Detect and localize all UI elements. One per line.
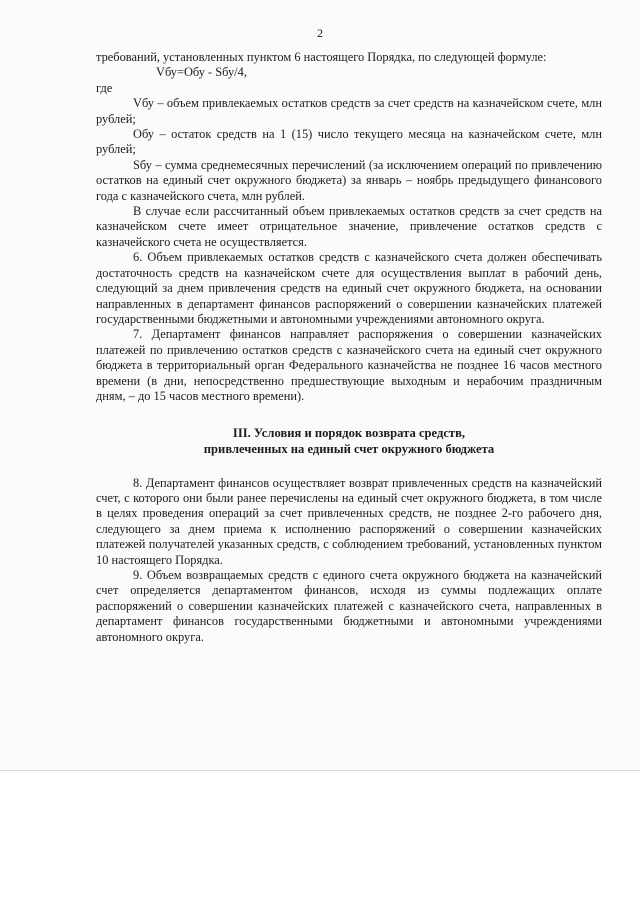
paragraph-negative-case: В случае если рассчитанный объем привлекаемых остатков средств за счет средств на казначейском счете имеет отрицательное значение, привлечение остатков средств с казначейского счета не осуществляется. (96, 204, 602, 249)
paragraph-item-7: 7. Департамент финансов направляет распоряжения о совершении казначейских платежей по привлечению остатков средств с казначейского счета на единый счет окружного бюджета в территориальный орган Федерального казначейства не позднее 16 часов местного времени (в дни, непосредственно предшествующие выходным и нерабочим праздничным дням, – до 15 часов местного времени). (96, 327, 602, 403)
document-body (96, 50, 602, 645)
definition-o: Oбу – остаток средств на 1 (15) число текущего месяца на казначейском счете, млн рублей; (96, 127, 602, 157)
paragraph-intro: требований, установленных пунктом 6 настоящего Порядка, по следующей формуле: (96, 50, 547, 64)
section-heading (96, 426, 602, 457)
section-heading-line-2: привлеченных на единый счет окружного бюджета (203, 441, 495, 456)
paragraph-item-6: 6. Объем привлекаемых остатков средств с казначейского счета должен обеспечивать достаточность средств на казначейском счете для осуществления выплат в рабочий день, следующий за днем привлечения средств на единый счет окружного бюджета, на основании направленных в департамент финансов распоряжений о совершении казначейских платежей государственными бюджетными и автономными учреждениями автономного округа. (96, 250, 602, 326)
page-number: 2 (317, 26, 323, 40)
where-label: где (96, 80, 113, 95)
section-heading-line-1: III. Условия и порядок возврата средств, (232, 426, 466, 441)
paragraph-item-8: 8. Департамент финансов осуществляет возврат привлеченных средств на казначейский счет, с которого они были ранее перечислены на единый счет окружного бюджета, в том числе в целях проведения операций за счет привлеченных средств, не позднее 2-го рабочего дня, следующего за днем приема к исполнению распоряжений о совершении казначейских платежей получателей указанных средств, с соблюдением требований, установленных пунктом 10 настоящего Порядка. (96, 475, 602, 567)
formula: Vбу=Oбу - Sбу/4, (156, 65, 247, 80)
paragraph-item-9: 9. Объем возвращаемых средств с единого счета окружного бюджета на казначейский счет определяется департаментом финансов, исходя из суммы подлежащих оплате распоряжений о совершении казначейских платежей с казначейского счета, направленных в департамент финансов государственными бюджетными и автономными учреждениями автономного округа. (96, 567, 602, 644)
definition-v: Vбу – объем привлекаемых остатков средств за счет средств на казначейском счете, млн рублей; (96, 96, 602, 126)
definition-s: Sбу – сумма среднемесячных перечислений (за исключением операций по привлечению остатков на единый счет окружного бюджета) за январь – ноябрь предыдущего финансового года с казначейского счета, млн рублей. (96, 157, 602, 203)
